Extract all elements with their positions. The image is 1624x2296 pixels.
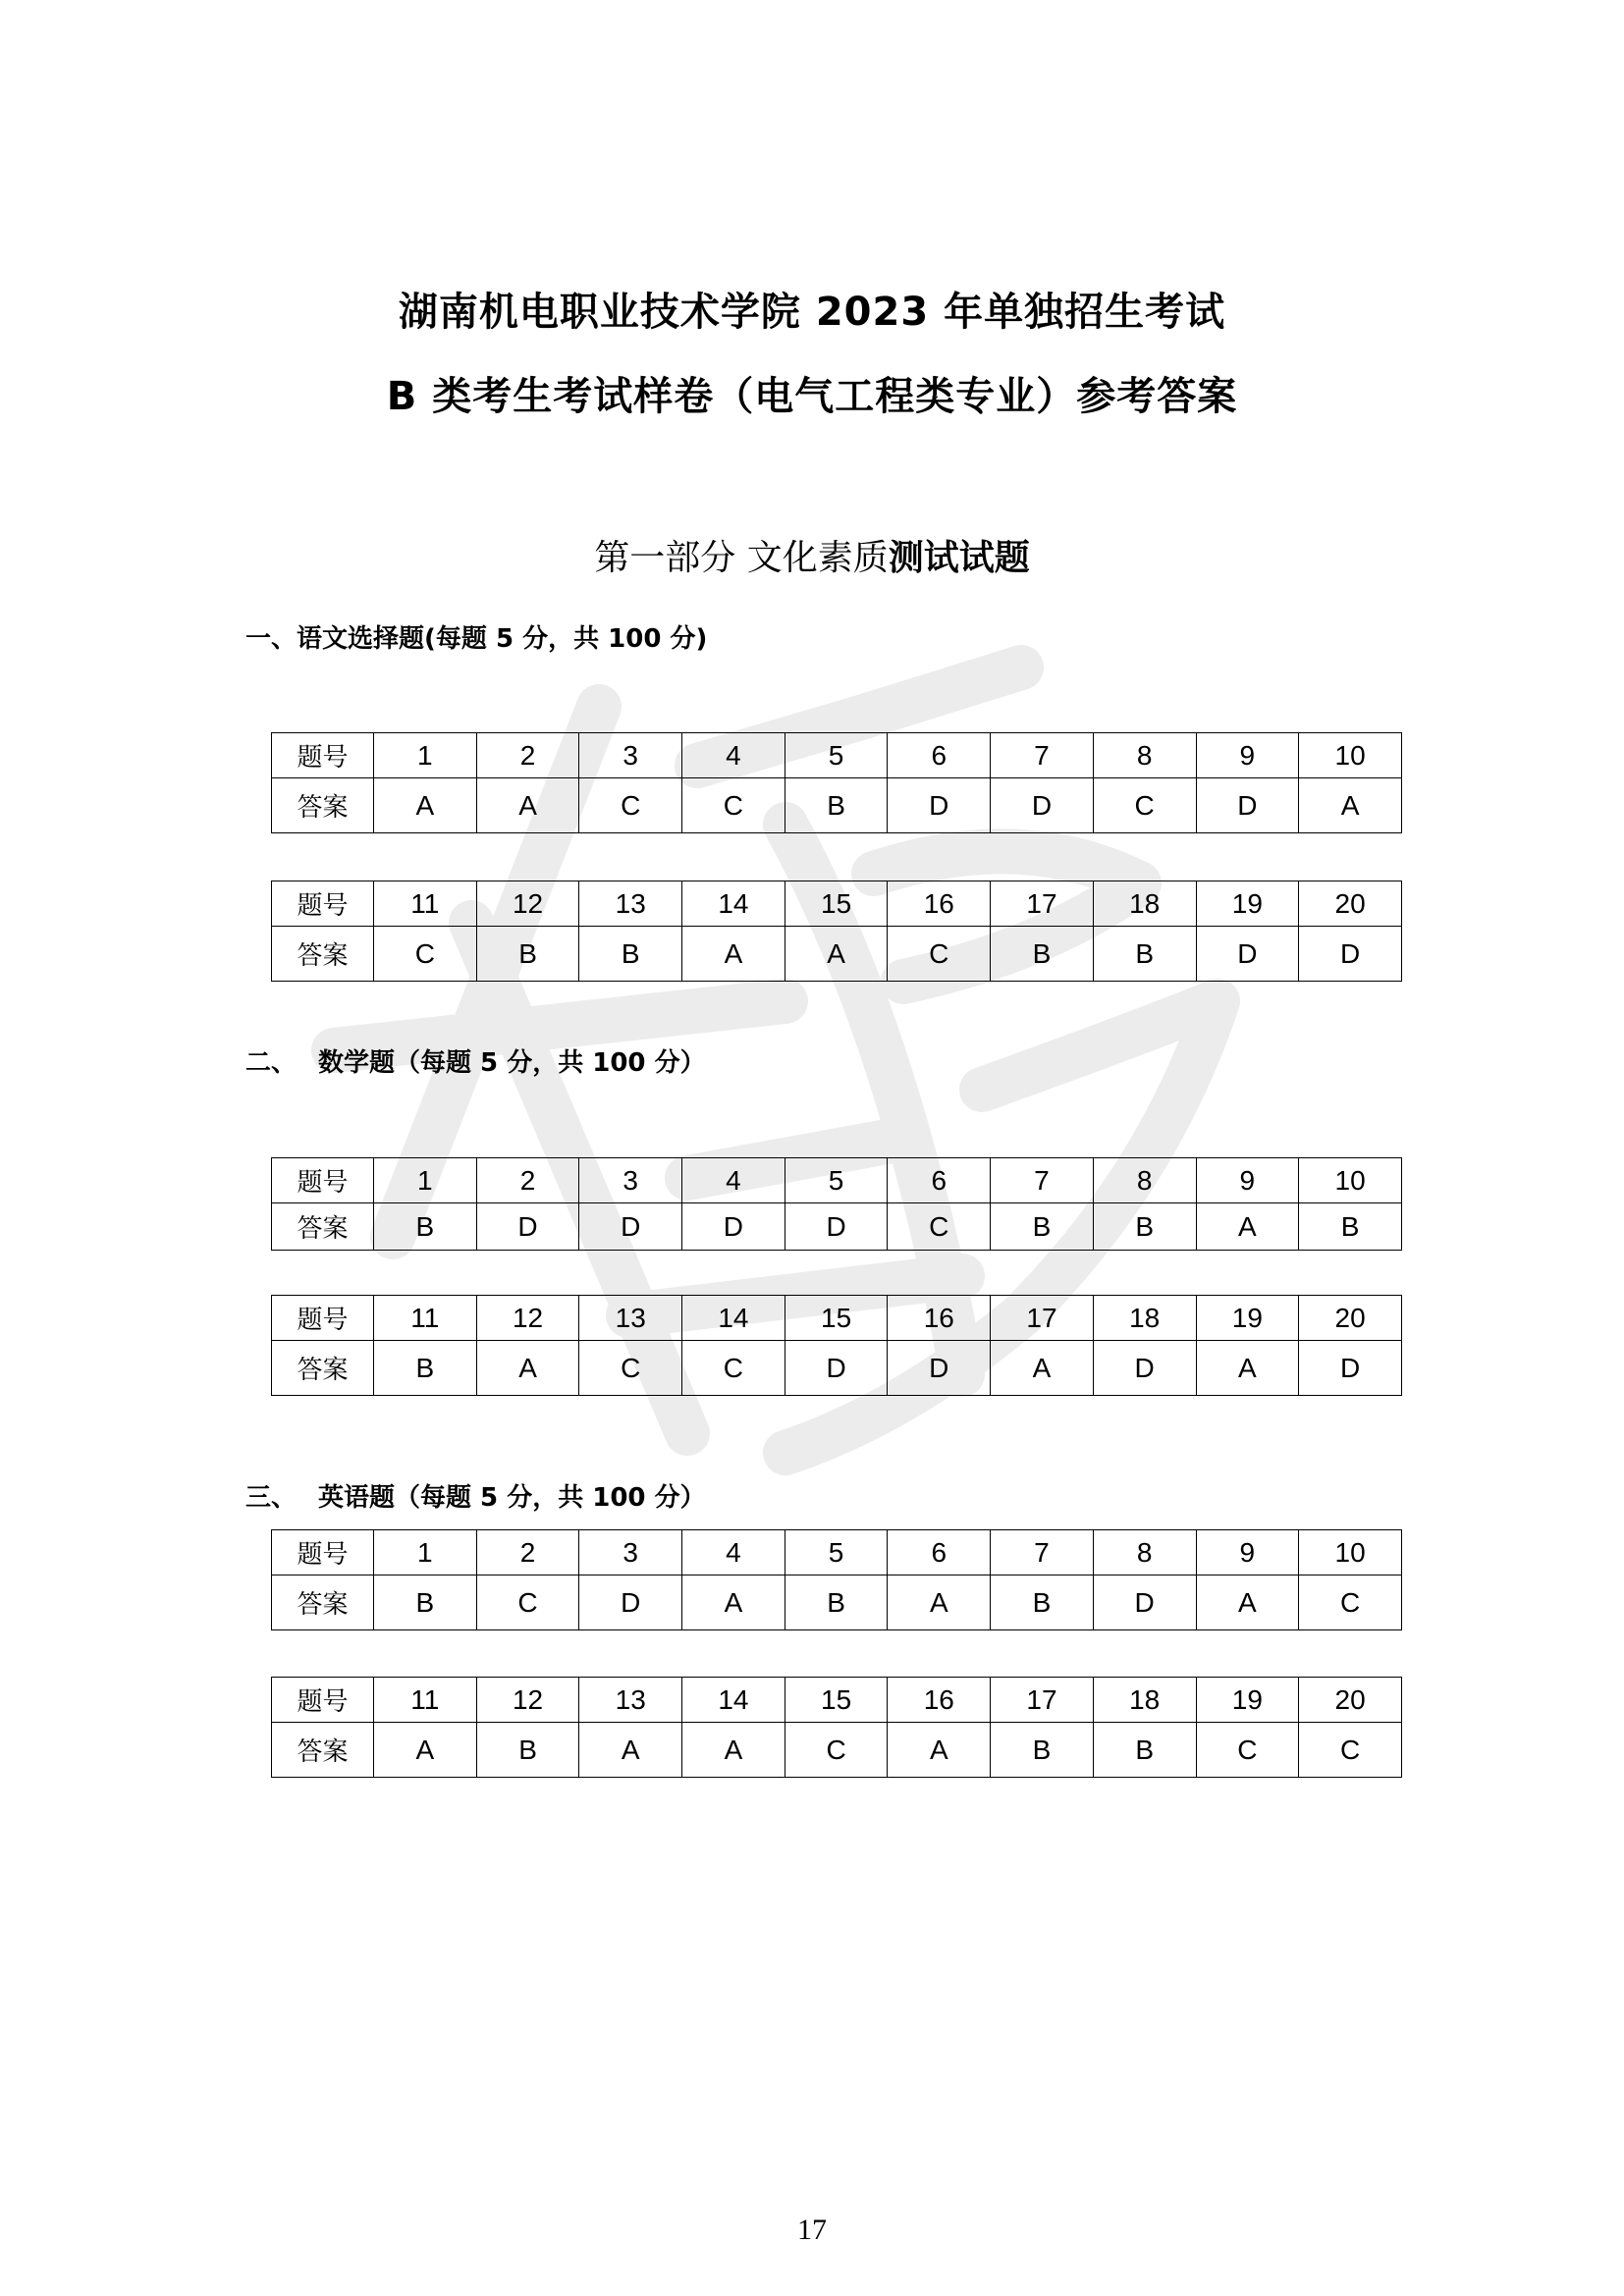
question-number-cell: 11 bbox=[374, 881, 477, 927]
question-number-cell: 1 bbox=[374, 733, 477, 778]
question-number-cell: 12 bbox=[476, 1678, 579, 1723]
answer-cell: C bbox=[476, 1575, 579, 1630]
part-heading-bold: 测试试题 bbox=[888, 538, 1030, 578]
row-label-cell: 题号 bbox=[272, 1678, 374, 1723]
answer-cell: D bbox=[682, 1203, 785, 1251]
question-number-cell: 19 bbox=[1196, 1678, 1299, 1723]
answer-row bbox=[272, 1203, 1402, 1251]
question-number-cell: 4 bbox=[682, 1158, 785, 1203]
answer-cell: A bbox=[785, 927, 888, 982]
row-label-cell: 题号 bbox=[272, 1530, 374, 1575]
question-number-cell: 11 bbox=[374, 1296, 477, 1341]
answer-cell: D bbox=[991, 778, 1094, 833]
answer-cell: A bbox=[991, 1341, 1094, 1396]
answer-cell: A bbox=[476, 1341, 579, 1396]
answer-row bbox=[272, 927, 1402, 982]
question-number-cell: 13 bbox=[579, 1678, 682, 1723]
answer-table-math-2 bbox=[271, 1295, 1402, 1396]
answer-cell: A bbox=[1196, 1203, 1299, 1251]
question-number-cell: 20 bbox=[1299, 1678, 1402, 1723]
answer-cell: A bbox=[888, 1575, 991, 1630]
answer-table-chinese-2 bbox=[271, 881, 1402, 982]
question-number-cell: 3 bbox=[579, 1158, 682, 1203]
question-row bbox=[272, 1296, 1402, 1341]
answer-table-english-1 bbox=[271, 1529, 1402, 1630]
question-number-cell: 7 bbox=[991, 1158, 1094, 1203]
question-number-cell: 2 bbox=[476, 1530, 579, 1575]
question-number-cell: 6 bbox=[888, 1530, 991, 1575]
question-number-cell: 14 bbox=[682, 1296, 785, 1341]
question-number-cell: 15 bbox=[785, 881, 888, 927]
answer-cell: D bbox=[1196, 927, 1299, 982]
answer-cell: A bbox=[888, 1723, 991, 1778]
answer-cell: B bbox=[1299, 1203, 1402, 1251]
answer-cell: C bbox=[1196, 1723, 1299, 1778]
answer-cell: C bbox=[579, 1341, 682, 1396]
answer-cell: C bbox=[888, 1203, 991, 1251]
answer-row bbox=[272, 1341, 1402, 1396]
answer-cell: B bbox=[374, 1203, 477, 1251]
answer-cell: A bbox=[374, 778, 477, 833]
answer-cell: C bbox=[374, 927, 477, 982]
answer-table-math-1 bbox=[271, 1157, 1402, 1251]
answer-cell: D bbox=[579, 1203, 682, 1251]
question-number-cell: 12 bbox=[476, 1296, 579, 1341]
answer-cell: A bbox=[374, 1723, 477, 1778]
answer-row bbox=[272, 778, 1402, 833]
question-row bbox=[272, 733, 1402, 778]
row-label-cell: 题号 bbox=[272, 1158, 374, 1203]
answer-cell: B bbox=[374, 1341, 477, 1396]
question-number-cell: 6 bbox=[888, 733, 991, 778]
answer-row bbox=[272, 1575, 1402, 1630]
question-number-cell: 18 bbox=[1093, 1296, 1196, 1341]
question-number-cell: 6 bbox=[888, 1158, 991, 1203]
answer-cell: C bbox=[579, 778, 682, 833]
question-row bbox=[272, 1530, 1402, 1575]
answer-cell: A bbox=[1196, 1341, 1299, 1396]
answer-cell: D bbox=[1299, 927, 1402, 982]
question-number-cell: 16 bbox=[888, 1296, 991, 1341]
question-number-cell: 3 bbox=[579, 733, 682, 778]
question-number-cell: 15 bbox=[785, 1296, 888, 1341]
answer-cell: B bbox=[991, 1575, 1094, 1630]
answer-cell: D bbox=[785, 1341, 888, 1396]
question-number-cell: 16 bbox=[888, 1678, 991, 1723]
question-row bbox=[272, 1678, 1402, 1723]
row-label-cell: 答案 bbox=[272, 1203, 374, 1251]
part-heading-normal: 第一部分 文化素质 bbox=[594, 538, 889, 578]
question-number-cell: 17 bbox=[991, 1296, 1094, 1341]
question-number-cell: 10 bbox=[1299, 733, 1402, 778]
document-title-line-1: 湖南机电职业技术学院 2023 年单独招生考试 bbox=[398, 290, 1226, 335]
answer-cell: C bbox=[888, 927, 991, 982]
question-number-cell: 9 bbox=[1196, 1158, 1299, 1203]
question-number-cell: 15 bbox=[785, 1678, 888, 1723]
question-number-cell: 5 bbox=[785, 733, 888, 778]
question-number-cell: 7 bbox=[991, 733, 1094, 778]
answer-cell: D bbox=[888, 1341, 991, 1396]
question-row bbox=[272, 881, 1402, 927]
question-number-cell: 16 bbox=[888, 881, 991, 927]
question-number-cell: 14 bbox=[682, 881, 785, 927]
question-number-cell: 9 bbox=[1196, 1530, 1299, 1575]
answer-cell: B bbox=[785, 778, 888, 833]
row-label-cell: 答案 bbox=[272, 1723, 374, 1778]
question-number-cell: 14 bbox=[682, 1678, 785, 1723]
question-number-cell: 2 bbox=[476, 1158, 579, 1203]
answer-cell: C bbox=[1299, 1723, 1402, 1778]
answer-cell: B bbox=[476, 1723, 579, 1778]
answer-row bbox=[272, 1723, 1402, 1778]
question-number-cell: 2 bbox=[476, 733, 579, 778]
question-number-cell: 17 bbox=[991, 881, 1094, 927]
answer-cell: B bbox=[476, 927, 579, 982]
answer-cell: B bbox=[991, 927, 1094, 982]
answer-cell: C bbox=[1093, 778, 1196, 833]
answer-cell: B bbox=[991, 1203, 1094, 1251]
question-number-cell: 8 bbox=[1093, 733, 1196, 778]
answer-cell: A bbox=[476, 778, 579, 833]
question-number-cell: 13 bbox=[579, 881, 682, 927]
answer-cell: B bbox=[1093, 927, 1196, 982]
question-number-cell: 7 bbox=[991, 1530, 1094, 1575]
answer-cell: D bbox=[1196, 778, 1299, 833]
question-number-cell: 19 bbox=[1196, 881, 1299, 927]
question-row bbox=[272, 1158, 1402, 1203]
answer-cell: A bbox=[1299, 778, 1402, 833]
row-label-cell: 答案 bbox=[272, 1575, 374, 1630]
question-number-cell: 10 bbox=[1299, 1158, 1402, 1203]
answer-cell: D bbox=[785, 1203, 888, 1251]
question-number-cell: 3 bbox=[579, 1530, 682, 1575]
question-number-cell: 17 bbox=[991, 1678, 1094, 1723]
question-number-cell: 5 bbox=[785, 1158, 888, 1203]
answer-cell: D bbox=[1093, 1575, 1196, 1630]
question-number-cell: 11 bbox=[374, 1678, 477, 1723]
question-number-cell: 10 bbox=[1299, 1530, 1402, 1575]
document-title-line-2: B 类考生考试样卷（电气工程类专业）参考答案 bbox=[386, 374, 1238, 419]
answer-cell: B bbox=[1093, 1723, 1196, 1778]
answer-cell: D bbox=[1093, 1341, 1196, 1396]
answer-cell: D bbox=[579, 1575, 682, 1630]
row-label-cell: 答案 bbox=[272, 778, 374, 833]
answer-cell: B bbox=[579, 927, 682, 982]
answer-cell: C bbox=[1299, 1575, 1402, 1630]
answer-table-english-2 bbox=[271, 1677, 1402, 1778]
answer-table-chinese-1 bbox=[271, 732, 1402, 833]
question-number-cell: 20 bbox=[1299, 1296, 1402, 1341]
section-heading-english: 三、 英语题（每题 5 分，共 100 分） bbox=[245, 1483, 706, 1513]
section-heading-math: 二、 数学题（每题 5 分，共 100 分） bbox=[245, 1048, 706, 1078]
answer-cell: B bbox=[1093, 1203, 1196, 1251]
question-number-cell: 4 bbox=[682, 1530, 785, 1575]
question-number-cell: 4 bbox=[682, 733, 785, 778]
question-number-cell: 1 bbox=[374, 1158, 477, 1203]
row-label-cell: 题号 bbox=[272, 881, 374, 927]
answer-cell: C bbox=[785, 1723, 888, 1778]
answer-cell: C bbox=[682, 1341, 785, 1396]
answer-cell: A bbox=[682, 1723, 785, 1778]
answer-cell: B bbox=[374, 1575, 477, 1630]
answer-cell: D bbox=[888, 778, 991, 833]
row-label-cell: 题号 bbox=[272, 1296, 374, 1341]
row-label-cell: 答案 bbox=[272, 1341, 374, 1396]
page-number: 17 bbox=[797, 2214, 827, 2246]
answer-cell: A bbox=[1196, 1575, 1299, 1630]
answer-cell: A bbox=[682, 927, 785, 982]
question-number-cell: 9 bbox=[1196, 733, 1299, 778]
question-number-cell: 13 bbox=[579, 1296, 682, 1341]
row-label-cell: 答案 bbox=[272, 927, 374, 982]
question-number-cell: 8 bbox=[1093, 1530, 1196, 1575]
question-number-cell: 8 bbox=[1093, 1158, 1196, 1203]
answer-cell: B bbox=[991, 1723, 1094, 1778]
row-label-cell: 题号 bbox=[272, 733, 374, 778]
answer-cell: A bbox=[682, 1575, 785, 1630]
answer-cell: C bbox=[682, 778, 785, 833]
question-number-cell: 1 bbox=[374, 1530, 477, 1575]
question-number-cell: 20 bbox=[1299, 881, 1402, 927]
section-heading-chinese: 一、语文选择题(每题 5 分，共 100 分) bbox=[245, 624, 708, 654]
part-heading bbox=[0, 530, 1624, 580]
answer-cell: B bbox=[785, 1575, 888, 1630]
question-number-cell: 5 bbox=[785, 1530, 888, 1575]
answer-cell: D bbox=[476, 1203, 579, 1251]
answer-cell: D bbox=[1299, 1341, 1402, 1396]
question-number-cell: 18 bbox=[1093, 881, 1196, 927]
question-number-cell: 19 bbox=[1196, 1296, 1299, 1341]
answer-cell: A bbox=[579, 1723, 682, 1778]
question-number-cell: 12 bbox=[476, 881, 579, 927]
question-number-cell: 18 bbox=[1093, 1678, 1196, 1723]
